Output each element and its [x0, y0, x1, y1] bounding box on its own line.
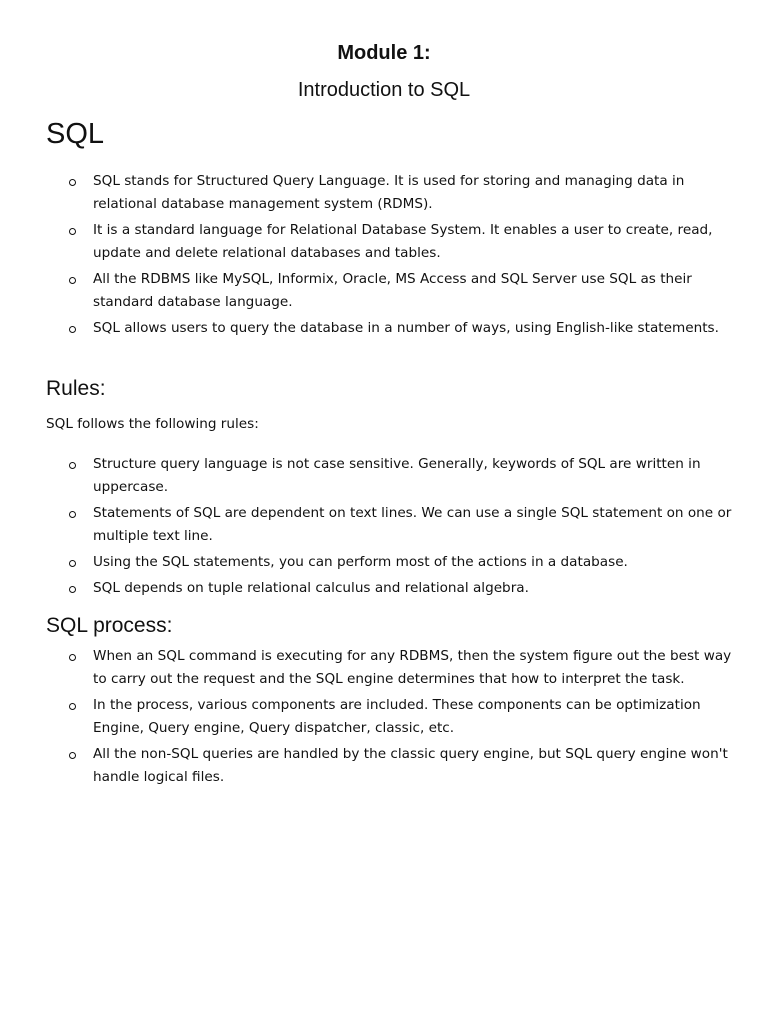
list-item: [93, 502, 733, 548]
hollow-bullet-icon: [69, 703, 76, 710]
sql-bullet-list: [93, 170, 733, 343]
list-item-text: Statements of SQL are dependent on text lines. We can use a single SQL statement on one or multiple text line.: [93, 505, 732, 544]
rules-heading: Rules:: [46, 377, 106, 400]
sql-heading: SQL: [46, 118, 105, 150]
rules-bullet-list: [93, 453, 733, 603]
list-item-text: SQL allows users to query the database in a number of ways, using English-like statements.: [93, 320, 719, 336]
list-item-text: Structure query language is not case sensitive. Generally, keywords of SQL are written in uppercase.: [93, 456, 701, 495]
process-bullet-list: [93, 645, 733, 792]
hollow-bullet-icon: [69, 654, 76, 661]
hollow-bullet-icon: [69, 560, 76, 567]
list-item-text: It is a standard language for Relational Database System. It enables a user to create, read, update and delete relational databases and tables.: [93, 222, 713, 261]
hollow-bullet-icon: [69, 277, 76, 284]
list-item: [93, 317, 733, 340]
list-item: [93, 577, 733, 600]
hollow-bullet-icon: [69, 228, 76, 235]
list-item-text: In the process, various components are included. These components can be optimization Engine, Query engine, Query dispatcher, classic, etc.: [93, 697, 701, 736]
hollow-bullet-icon: [69, 586, 76, 593]
list-item-text: When an SQL command is executing for any RDBMS, then the system figure out the best way to carry out the request and the SQL engine determines that how to interpret the task.: [93, 648, 732, 687]
hollow-bullet-icon: [69, 326, 76, 333]
list-item: [93, 453, 733, 499]
sql-process-heading: SQL process:: [46, 614, 173, 637]
hollow-bullet-icon: [69, 752, 76, 759]
list-item-text: Using the SQL statements, you can perform most of the actions in a database.: [93, 554, 628, 570]
list-item: [93, 694, 733, 740]
list-item: [93, 645, 733, 691]
list-item: [93, 551, 733, 574]
list-item-text: SQL depends on tuple relational calculus and relational algebra.: [93, 580, 529, 596]
list-item: [93, 170, 733, 216]
module-subtitle: Introduction to SQL: [297, 79, 471, 101]
hollow-bullet-icon: [69, 462, 76, 469]
rules-intro: SQL follows the following rules:: [46, 416, 259, 432]
module-title: Module 1:: [337, 42, 431, 64]
list-item: [93, 743, 733, 789]
list-item-text: All the RDBMS like MySQL, Informix, Oracle, MS Access and SQL Server use SQL as their standard database language.: [93, 271, 692, 310]
list-item-text: SQL stands for Structured Query Language. It is used for storing and managing data in relational database management system (RDMS).: [93, 173, 685, 212]
hollow-bullet-icon: [69, 179, 76, 186]
list-item-text: All the non-SQL queries are handled by the classic query engine, but SQL query engine won't handle logical files.: [93, 746, 728, 785]
hollow-bullet-icon: [69, 511, 76, 518]
list-item: [93, 268, 733, 314]
list-item: [93, 219, 733, 265]
